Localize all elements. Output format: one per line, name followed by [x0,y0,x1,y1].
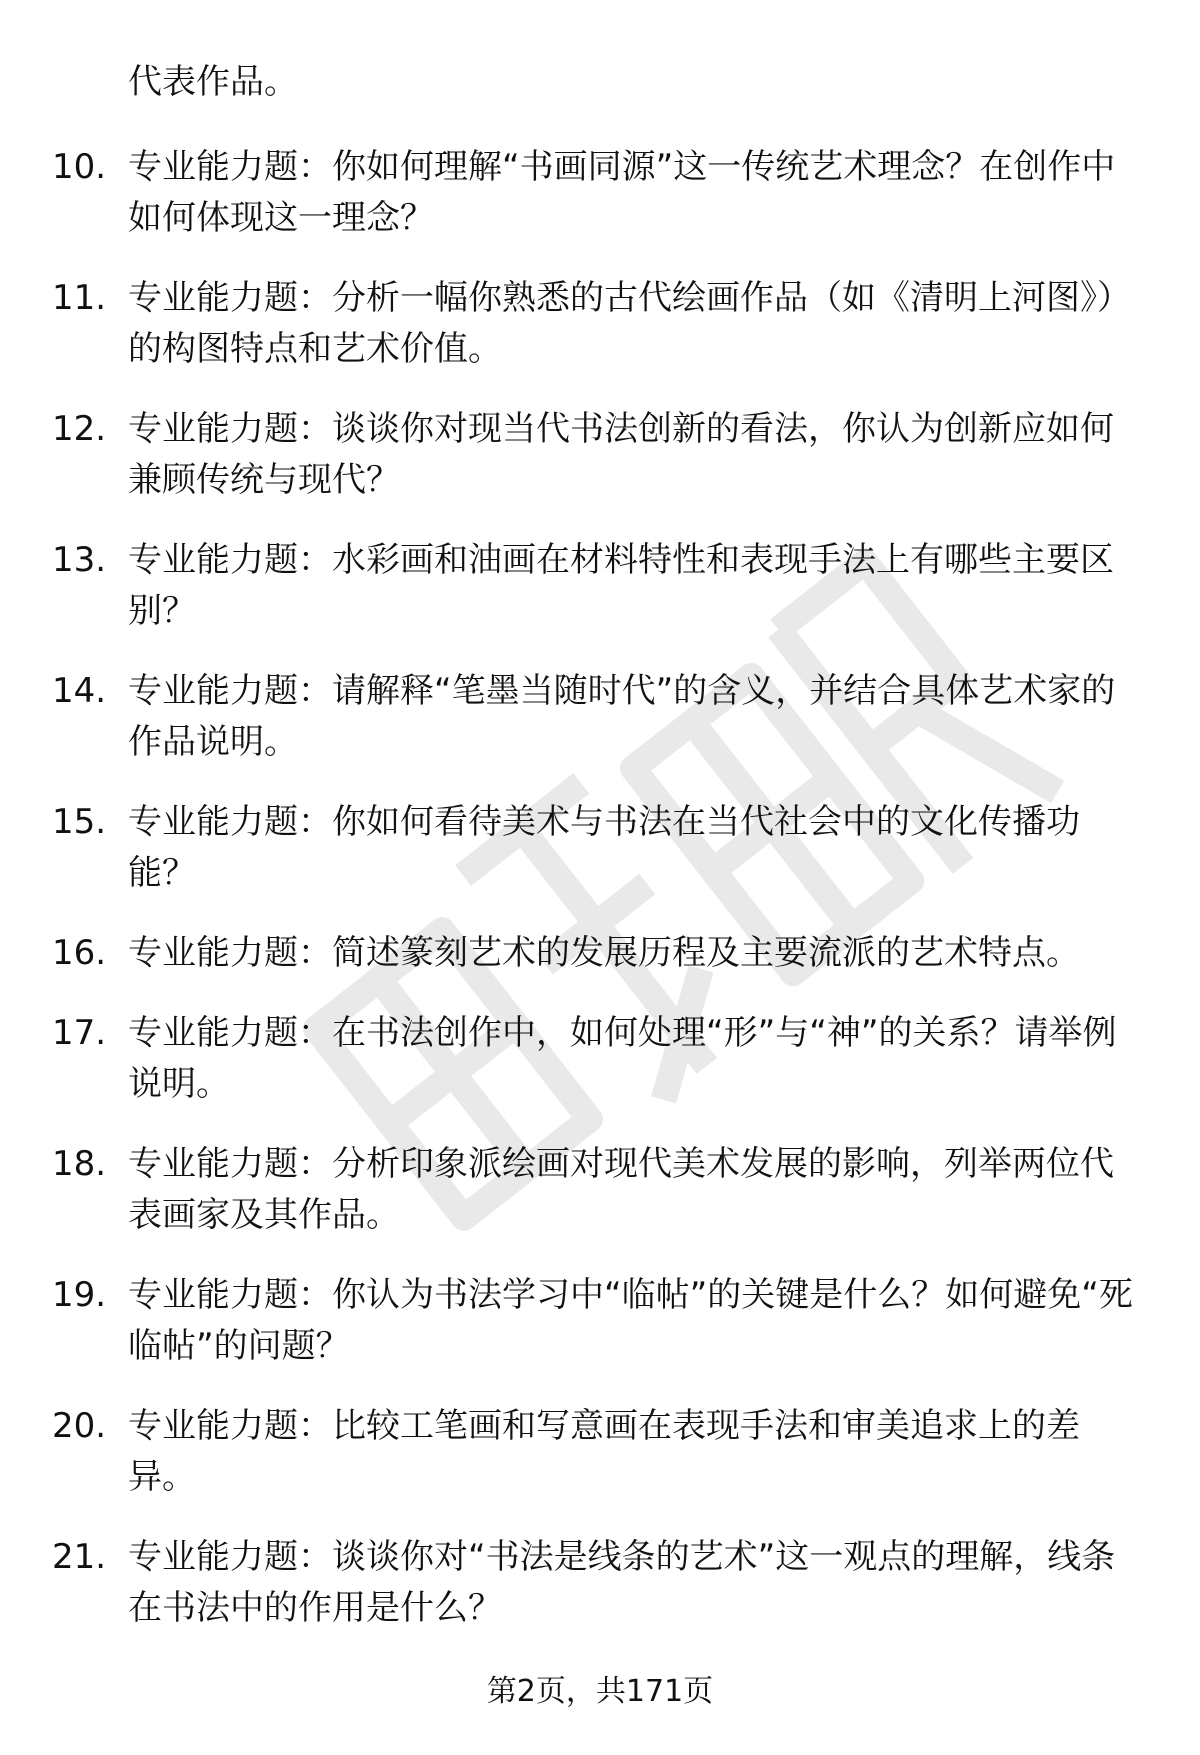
list-item [52,928,1142,979]
question-text: 专业能力题：简述篆刻艺术的发展历程及主要流派的艺术特点。 [128,933,1080,973]
question-text: 专业能力题：谈谈你对现当代书法创新的看法，你认为创新应如何兼顾传统与现代？ [128,409,1114,500]
question-number: 15. [52,802,107,842]
list-item [52,797,1142,899]
question-text: 专业能力题：你如何看待美术与书法在当代社会中的文化传播功能？ [128,802,1080,893]
list-item [52,535,1142,637]
page-footer: 第2页，共171页 [486,1674,714,1709]
list-item [52,142,1142,244]
question-text: 专业能力题：水彩画和油画在材料特性和表现手法上有哪些主要区别？ [128,540,1114,631]
question-text: 专业能力题：请解释“笔墨当随时代”的含义，并结合具体艺术家的作品说明。 [128,671,1116,762]
question-text: 专业能力题：在书法创作中，如何处理“形”与“神”的关系？请举例说明。 [128,1013,1117,1104]
question-number: 11. [52,278,107,318]
question-number: 18. [52,1144,107,1184]
continuation-text: 代表作品。 [128,62,298,102]
list-item [52,1270,1142,1372]
question-number: 13. [52,540,107,580]
list-item [52,404,1142,506]
question-number: 14. [52,671,107,711]
question-text: 专业能力题：你认为书法学习中“临帖”的关键是什么？如何避免“死临帖”的问题？ [128,1275,1133,1366]
list-item [52,1008,1142,1110]
question-list [52,142,1142,1663]
question-text: 专业能力题：分析印象派绘画对现代美术发展的影响，列举两位代表画家及其作品。 [128,1144,1114,1235]
question-text: 专业能力题：你如何理解“书画同源”这一传统艺术理念？在创作中如何体现这一理念？ [128,147,1116,238]
question-number: 17. [52,1013,107,1053]
question-number: 12. [52,409,107,449]
question-number: 21. [52,1537,107,1577]
list-item [52,273,1142,375]
question-text: 专业能力题：谈谈你对“书法是线条的艺术”这一观点的理解，线条在书法中的作用是什么？ [128,1537,1116,1628]
question-text: 专业能力题：分析一幅你熟悉的古代绘画作品（如《清明上河图》）的构图特点和艺术价值。 [128,278,1131,369]
question-number: 10. [52,147,107,187]
list-item [52,1139,1142,1241]
question-number: 16. [52,933,107,973]
list-item [52,1532,1142,1634]
question-number: 19. [52,1275,107,1315]
question-number: 20. [52,1406,107,1446]
question-text: 专业能力题：比较工笔画和写意画在表现手法和审美追求上的差异。 [128,1406,1080,1497]
list-item [52,1401,1142,1503]
list-item [52,666,1142,768]
